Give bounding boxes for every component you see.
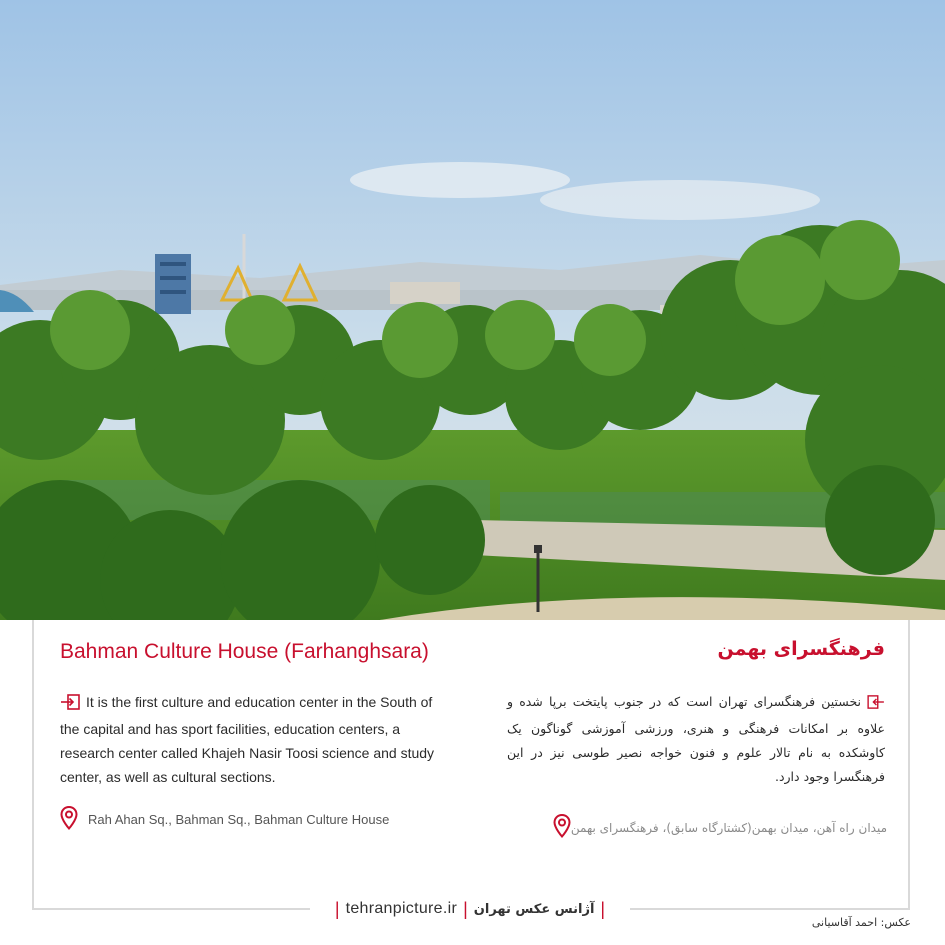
address-english-text: Rah Ahan Sq., Bahman Sq., Bahman Culture House: [88, 812, 390, 827]
footer-site-link[interactable]: tehranpicture.ir: [345, 900, 458, 917]
map-pin-icon-fa: [553, 814, 571, 841]
photo-credit: عکس: احمد آقاسیانی: [811, 916, 911, 929]
address-persian-text: میدان راه آهن، میدان بهمن(کشتارگاه سابق)، فرهنگسرای بهمن: [570, 820, 887, 835]
address-persian: [545, 814, 887, 841]
enter-icon: [60, 693, 80, 717]
address-english: [60, 806, 389, 833]
title-persian: فرهنگسرای بهمن: [717, 638, 885, 660]
title-english: Bahman Culture House (Farhanghsara): [60, 640, 429, 663]
footer-separator-left: |: [334, 898, 340, 919]
map-pin-icon: [60, 806, 78, 833]
footer-separator-middle: |: [463, 898, 468, 919]
footer-separator-right: |: [600, 898, 606, 919]
enter-icon-fa: [867, 693, 885, 717]
description-english-text: It is the first culture and education center in the South of the capital and has sport facilities, education centers, a research center called Khajeh Nasir Toosi science and study center, as well as cultural sections.: [60, 694, 435, 785]
footer-brand: [310, 896, 630, 922]
description-persian-text: نخستین فرهنگسرای تهران است که در جنوب پایتخت برپا شده و علاوه بر امکانات فرهنگی و هنری، ورزشی آموزشی گوناگون یک کاوشکده به نام تالار علوم و فنون خواجه نصیر طوسی نیز در این فرهنگسرا وجود دارد.: [507, 694, 885, 784]
description-english: [60, 690, 452, 789]
footer-agency-name: آژانس عکس تهران: [473, 901, 595, 917]
description-persian: [507, 690, 885, 789]
